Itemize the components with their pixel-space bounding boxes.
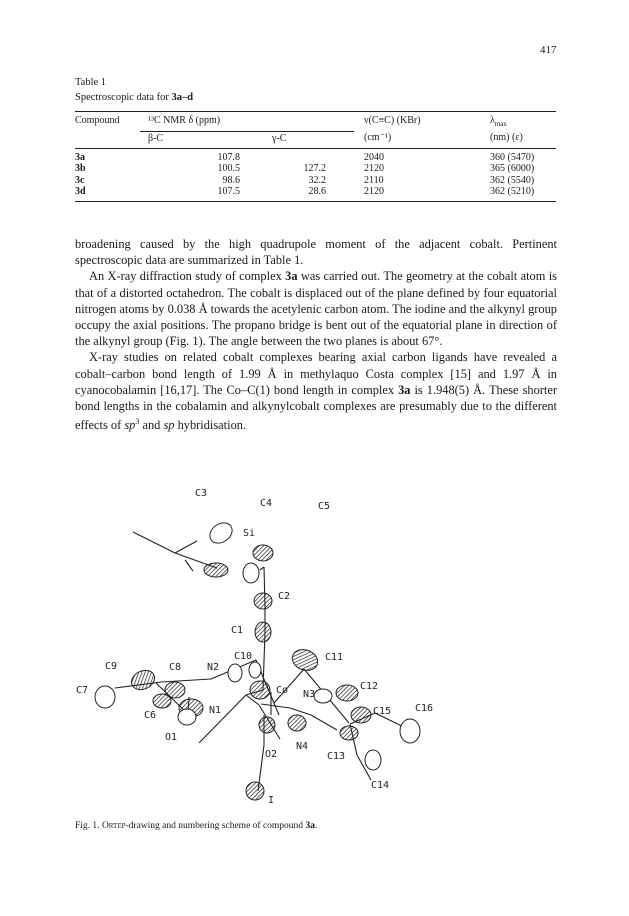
label-c6: C6 [144, 710, 157, 721]
atom-c12 [336, 685, 358, 701]
label-c3: C3 [195, 488, 208, 499]
label-si: Si [243, 528, 256, 539]
label-o2: O2 [265, 749, 278, 760]
label-c10: C10 [234, 651, 253, 662]
label-c5: C5 [318, 501, 331, 512]
atom-c9 [128, 667, 157, 693]
header-nmr: ¹³C NMR δ (ppm) [140, 112, 354, 132]
table-caption [75, 75, 193, 105]
header-gamma: γ-C [246, 131, 354, 148]
label-c16: C16 [415, 703, 434, 714]
atoms [95, 519, 420, 800]
header-beta: β-C [140, 131, 246, 148]
header-ir: ν(C≡C) (KBr) [354, 112, 484, 132]
label-c8: C8 [169, 662, 182, 673]
paragraph-2: An X-ray diffraction study of complex 3a was carried out. The geometry at the cobalt atom is that of a distorted octahedron. The cobalt is displaced out of the plane defined by four equatorial nitrogen atoms by 0.038 Å towards the acetylenic carbon atom. The iodine and the alkynyl group occupy the axial positions. The propano bridge is bent out of the equatorial plane in direction of the alkynyl group (Fig. 1). The angle between the two planes is about 67°. [75, 269, 557, 349]
atom-c2 [254, 593, 272, 609]
label-n2: N2 [207, 662, 220, 673]
header-ir-unit: (cm⁻¹) [354, 131, 484, 148]
label-co: Co [276, 685, 289, 696]
label-c12: C12 [360, 681, 379, 692]
atom-n2 [228, 664, 242, 682]
label-c7: C7 [76, 685, 89, 696]
body-text [75, 236, 557, 434]
label-n4: N4 [296, 741, 309, 752]
atom-c6 [153, 694, 171, 708]
table-row: 3a 107.8 2040 360 (5470) [75, 151, 535, 163]
atom-c5 [243, 563, 259, 583]
atom-o2 [259, 717, 275, 733]
header-lambda-unit: (nm) (ε) [484, 131, 556, 148]
spectroscopic-table [75, 111, 556, 202]
table-row: 3d 107.5 28.6 2120 362 (5210) [75, 186, 556, 201]
atom-c15 [351, 707, 371, 723]
atom-si [253, 545, 273, 561]
label-i: I [268, 795, 275, 806]
table-title-compounds: 3a–d [171, 92, 194, 103]
table-row: 3c 98.6 32.2 2110 362 (5540) [75, 174, 535, 186]
label-n3: N3 [303, 689, 316, 700]
label-c15: C15 [373, 706, 392, 717]
ortep-figure [75, 475, 557, 815]
page-number: 417 [540, 44, 557, 56]
atom-c14 [365, 750, 381, 770]
atom-c1 [255, 622, 271, 642]
atom-n3 [314, 689, 332, 703]
atom-i [246, 782, 264, 800]
paragraph-1: broadening caused by the high quadrupole moment of the adjacent cobalt. Pertinent spectroscopic data are summarized in Table 1. [75, 237, 557, 268]
header-lambda: $\lambda_{max}$ [484, 112, 556, 132]
atom-c4 [204, 563, 228, 577]
label-c4: C4 [260, 498, 273, 509]
table-title: Spectroscopic data for 3a–d [75, 92, 194, 103]
atom-c3 [206, 519, 236, 548]
atom-co [250, 681, 270, 699]
atom-o1 [178, 709, 196, 725]
bonds [115, 532, 410, 791]
atom-n4 [288, 715, 306, 731]
atom-c11 [289, 646, 320, 674]
paragraph-3: X-ray studies on related cobalt complexes bearing axial carbon ligands have revealed a cobalt–carbon bond length of 1.99 Å in methylaquo Costa complex [15] and 1.97 Å in cyanocobalamin [16,17]. The Co–C(1) bond length in complex 3a is 1.948(5) Å. These shorter bond lengths in the cobalamin and alkynylcobalt complexes are presumably due to the different effects of $sp^3$ and sp hybridisation. [75, 350, 557, 433]
label-o1: O1 [165, 732, 178, 743]
atom-c7 [95, 686, 115, 708]
header-compound: Compound [75, 112, 140, 132]
atom-c10 [249, 662, 261, 678]
label-c1: C1 [231, 625, 244, 636]
atom-c16 [400, 719, 420, 743]
label-c14: C14 [371, 780, 390, 791]
label-c13: C13 [327, 751, 346, 762]
table-label: Table 1 [75, 77, 107, 88]
table-row: 3b 100.5 127.2 2120 365 (6000) [75, 163, 535, 174]
label-c9: C9 [105, 661, 118, 672]
label-c11: C11 [325, 652, 344, 663]
figure-caption: Fig. 1. Ortep-drawing and numbering scheme of compound 3a. [75, 821, 318, 831]
atom-c13 [340, 726, 358, 740]
label-n1: N1 [209, 705, 222, 716]
label-c2: C2 [278, 591, 291, 602]
